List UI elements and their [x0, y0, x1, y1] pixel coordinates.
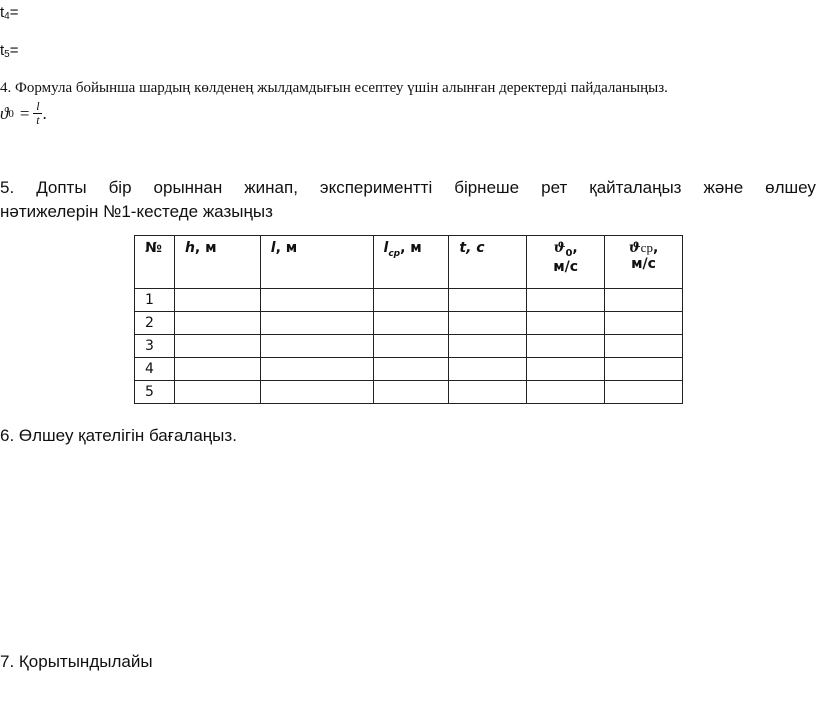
- header-v-avg: ϑср, м/с: [605, 236, 683, 289]
- header-v0: $ϑ_0$, м/с: [527, 236, 605, 289]
- t5-line: $t_5=$: [0, 42, 19, 60]
- cell-v0: [527, 289, 605, 312]
- cell-v0: [527, 381, 605, 404]
- cell-v-avg: [605, 289, 683, 312]
- cell-l-avg: [373, 358, 449, 381]
- row-number: 5: [135, 381, 175, 404]
- cell-h: [174, 381, 260, 404]
- cell-l-avg: [373, 381, 449, 404]
- cell-t: [449, 358, 527, 381]
- velocity-formula: ϑ 0 = $\frac{l}{t}$ .: [0, 99, 47, 127]
- cell-h: [174, 289, 260, 312]
- cell-v0: [527, 335, 605, 358]
- cell-h: [174, 358, 260, 381]
- cell-v0: [527, 358, 605, 381]
- cell-v-avg: [605, 358, 683, 381]
- header-number: №: [135, 236, 175, 289]
- item-5-line-1: 5. Допты бір орыннан жинап, экспериментті бірнеше рет қайталаңыз және өлшеу: [0, 178, 816, 197]
- row-number: 3: [135, 335, 175, 358]
- item-5-text: [0, 176, 816, 224]
- cell-v-avg: [605, 312, 683, 335]
- item-6-text: 6. Өлшеу қателігін бағалаңыз.: [0, 426, 237, 445]
- table-row: [135, 358, 683, 381]
- cell-t: [449, 335, 527, 358]
- fraction: $\frac{l}{t}$: [33, 100, 42, 127]
- cell-v-avg: [605, 335, 683, 358]
- cell-t: [449, 381, 527, 404]
- cell-t: [449, 312, 527, 335]
- header-l: l, м: [260, 236, 373, 289]
- cell-v0: [527, 312, 605, 335]
- table-row: [135, 381, 683, 404]
- cell-v-avg: [605, 381, 683, 404]
- cell-l-avg: [373, 335, 449, 358]
- cell-l: [260, 289, 373, 312]
- item-4-text: 4. Формула бойынша шардың көлденең жылдамдығын есептеу үшін алынған деректерді пайдаланыңыз.: [0, 80, 668, 96]
- row-number: 1: [135, 289, 175, 312]
- cell-l: [260, 381, 373, 404]
- row-number: 4: [135, 358, 175, 381]
- cell-h: [174, 312, 260, 335]
- cell-l: [260, 335, 373, 358]
- item-5-line-2: нәтижелерін №1-кестеде жазыңыз: [0, 202, 273, 221]
- header-h: h, м: [174, 236, 260, 289]
- header-t: t, с: [449, 236, 527, 289]
- table-row: [135, 289, 683, 312]
- cell-l-avg: [373, 312, 449, 335]
- table-row: [135, 312, 683, 335]
- cell-h: [174, 335, 260, 358]
- item-7-text: 7. Қорытындылайы: [0, 652, 153, 671]
- header-l-avg: $l_{ср}$, м: [373, 236, 449, 289]
- cell-l-avg: [373, 289, 449, 312]
- cell-l: [260, 358, 373, 381]
- row-number: 2: [135, 312, 175, 335]
- t4-line: $t_4=$: [0, 4, 19, 22]
- table-row: [135, 335, 683, 358]
- table-header-row: [135, 236, 683, 289]
- cell-t: [449, 289, 527, 312]
- measurements-table: [134, 235, 683, 404]
- cell-l: [260, 312, 373, 335]
